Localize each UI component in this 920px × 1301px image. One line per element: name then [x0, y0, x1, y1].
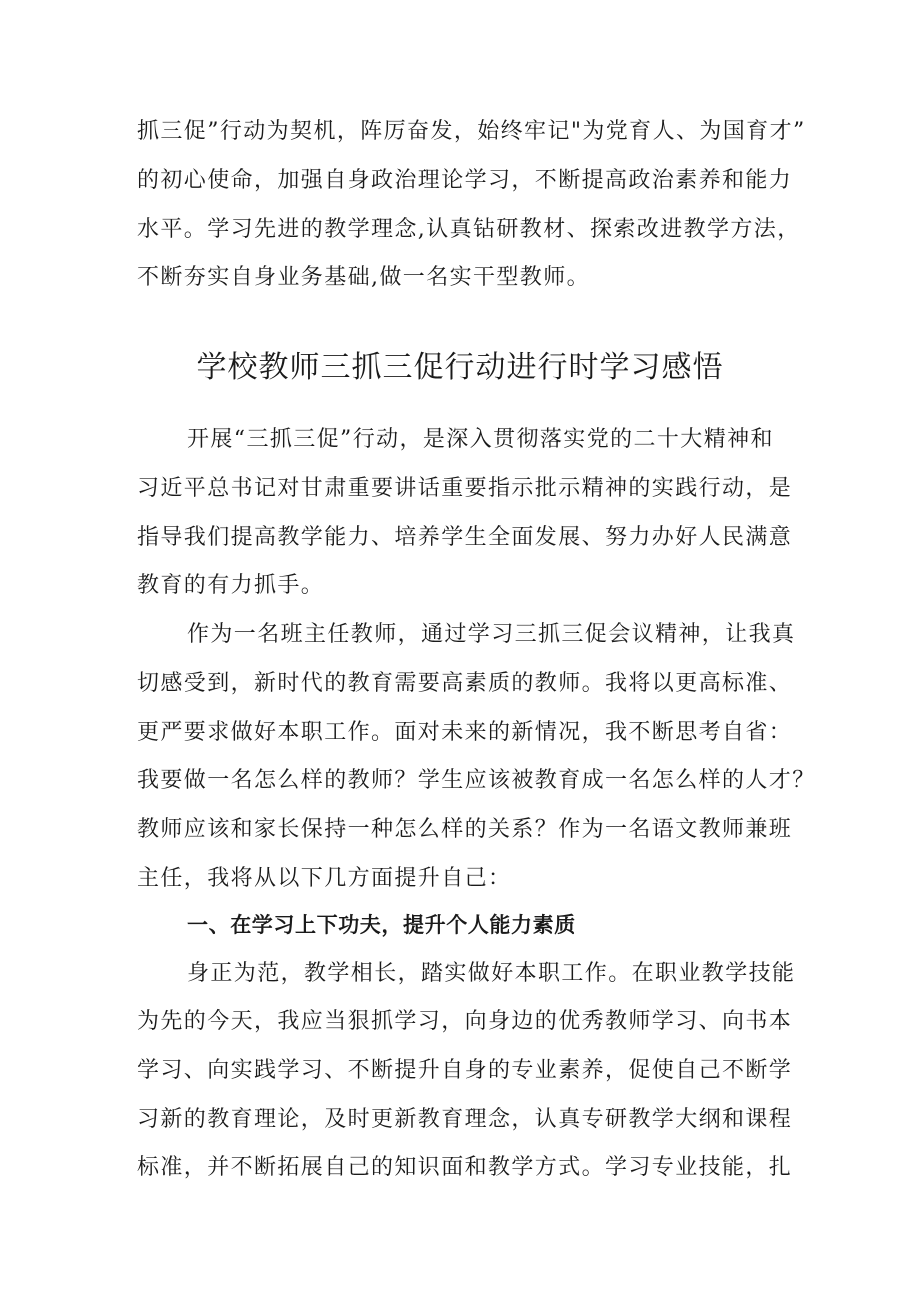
paragraph-line: 指导我们提高教学能力、培养学生全面发展、努力办好人民满意 [137, 525, 793, 550]
paragraph-line: 作为一名班主任教师，通过学习三抓三促会议精神，让我真 [187, 622, 796, 647]
paragraph-line: 身正为范，教学相长，踏实做好本职工作。在职业教学技能 [187, 961, 796, 986]
section-heading: 一、在学习上下功夫，提升个人能力素质 [187, 913, 576, 937]
paragraph-line: 教育的有力抓手。 [137, 573, 325, 598]
paragraph-line: 我要做一名怎么样的教师？学生应该被教育成一名怎么样的人才？ [137, 768, 816, 793]
paragraph-line: 学习、向实践学习、不断提升自身的专业素养，促使自己不断学 [137, 1058, 793, 1083]
paragraph-line: 更严要求做好本职工作。面对未来的新情况，我不断思考自省： [137, 720, 793, 745]
paragraph-line: 习新的教育理论，及时更新教育理念，认真专研教学大纲和课程 [137, 1107, 793, 1132]
paragraph-line: 标准，并不断拓展自己的知识面和教学方式。学习专业技能，扎 [137, 1155, 793, 1180]
intro-line: 不断夯实自身业务基础,做一名实干型教师。 [137, 265, 590, 290]
paragraph-line: 主任，我将从以下几方面提升自己： [137, 866, 512, 891]
paragraph-line: 开展“三抓三促”行动，是深入贯彻落实党的二十大精神和 [187, 427, 774, 452]
paragraph-line: 为先的今天，我应当狠抓学习，向身边的优秀教师学习、向书本 [137, 1009, 793, 1034]
intro-line: 水平。学习先进的教学理念,认真钻研教材、探索改进教学方法， [137, 217, 801, 242]
intro-line: 抓三促”行动为契机，阵厉奋发，始终牢记"为党育人、为国育才” [137, 119, 806, 144]
intro-line: 的初心使命，加强自身政治理论学习，不断提高政治素养和能力 [137, 168, 793, 193]
paragraph-line: 教师应该和家长保持一种怎么样的关系？作为一名语文教师兼班 [137, 817, 793, 842]
paragraph-line: 切感受到，新时代的教育需要高素质的教师。我将以更高标准、 [137, 671, 793, 696]
article-title: 学校教师三抓三促行动进行时学习感悟 [196, 350, 724, 385]
paragraph-line: 习近平总书记对甘肃重要讲话重要指示批示精神的实践行动，是 [137, 476, 793, 501]
